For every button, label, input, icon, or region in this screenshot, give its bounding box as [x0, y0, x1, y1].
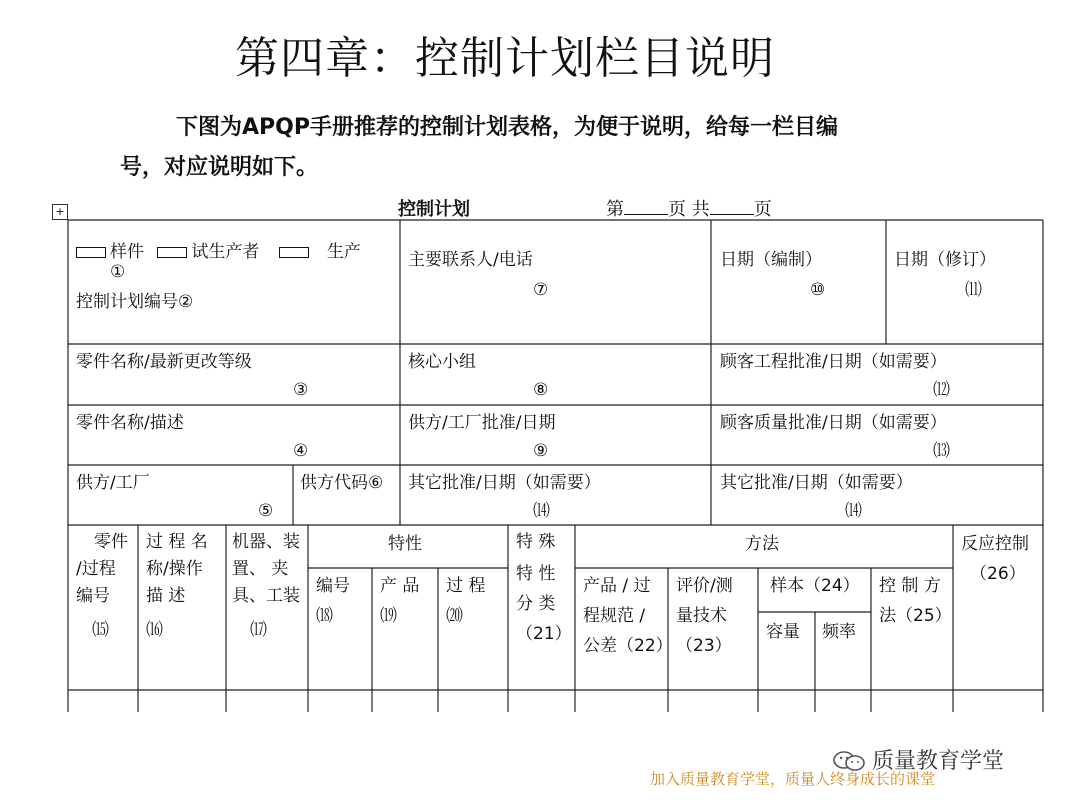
num-9: ⑨: [533, 441, 549, 461]
page-mid: 页 共: [668, 199, 710, 220]
production-label: 生产: [326, 242, 361, 262]
prelaunch-checkbox[interactable]: [157, 247, 187, 258]
part-description-label: 零件名称/描述: [76, 413, 184, 433]
date-revised-label: 日期（修订）: [894, 250, 996, 270]
col-characteristics: 特性: [388, 534, 422, 554]
table-move-handle-icon[interactable]: +: [52, 204, 68, 220]
num-13: ⒀: [933, 441, 950, 461]
col-char-process: 过 程: [446, 576, 486, 596]
intro-line-1: 下图为APQP手册推荐的控制计划表格，为便于说明，给每一栏目编: [176, 115, 838, 140]
col-sample-frequency: 频率: [822, 622, 856, 642]
col-spec-tolerance-3: 公差（22）: [583, 636, 673, 656]
customer-engineering-approval-label: 顾客工程批准/日期（如需要）: [720, 352, 947, 372]
num-4: ④: [293, 441, 309, 461]
col-spec-tolerance-2: 程规范 /: [583, 606, 646, 626]
page-title: 第四章：控制计划栏目说明: [235, 33, 775, 84]
page-prefix: 第: [606, 199, 624, 220]
prototype-checkbox[interactable]: [76, 247, 106, 258]
supplier-code-label: 供方代码⑥: [300, 473, 384, 493]
table-name: 控制计划: [398, 199, 470, 220]
num-10: ⑩: [810, 280, 826, 300]
col-sample-size: 容量: [766, 622, 800, 642]
col-special-char-2: 特 性: [516, 564, 556, 584]
num-16: ⒃: [146, 620, 163, 640]
num-17: ⒄: [250, 620, 267, 640]
col-sample: 样本（24）: [770, 576, 860, 596]
customer-quality-approval-label: 顾客质量批准/日期（如需要）: [720, 413, 947, 433]
col-methods: 方法: [745, 534, 779, 554]
col-eval-3: （23）: [676, 636, 732, 656]
date-prepared-label: 日期（编制）: [720, 250, 822, 270]
num-8: ⑧: [533, 380, 549, 400]
col-control-method-2: 法（25）: [879, 606, 952, 626]
production-checkbox[interactable]: [279, 247, 309, 258]
col-char-product: 产 品: [380, 576, 420, 596]
col-reaction-plan-2: （26）: [970, 564, 1026, 584]
num-14b: ⒁: [845, 501, 862, 521]
supplier-approval-label: 供方/工厂批准/日期: [408, 413, 556, 433]
col-special-char-3: 分 类: [516, 594, 556, 614]
page-suffix: 页: [753, 199, 772, 220]
footer-slogan: 加入质量教育学堂，质量人终身成长的课堂: [650, 770, 936, 788]
col-reaction-plan-1: 反应控制: [961, 534, 1029, 554]
brand-name: 质量教育学堂: [872, 749, 1005, 774]
num-14a: ⒁: [533, 501, 550, 521]
other-approval-label-2: 其它批准/日期（如需要）: [720, 473, 913, 493]
col-eval-2: 量技术: [676, 606, 727, 626]
other-approval-label-1: 其它批准/日期（如需要）: [408, 473, 601, 493]
num-19: ⒆: [380, 606, 397, 626]
col-part-process-no-3: 编号: [76, 586, 110, 606]
num-20: ⒇: [446, 606, 463, 626]
col-process-name-3: 描 述: [146, 586, 186, 606]
col-part-process-no-1: 零件: [94, 532, 128, 552]
num-11: ⑾: [965, 280, 982, 300]
col-control-method-1: 控 制 方: [879, 576, 941, 596]
num-3: ③: [293, 380, 309, 400]
num-15: ⒂: [92, 620, 109, 640]
num-18: ⒅: [316, 606, 333, 626]
intro-line-2: 号，对应说明如下。: [120, 155, 319, 180]
core-team-label: 核心小组: [408, 352, 476, 372]
col-machine-2: 置、 夹: [232, 559, 289, 579]
num-12: ⑿: [933, 380, 950, 400]
num-1: ①: [110, 262, 126, 282]
col-process-name-1: 过 程 名: [146, 532, 208, 552]
col-machine-1: 机器、装: [232, 532, 300, 552]
num-5: ⑤: [258, 501, 274, 521]
col-char-number: 编号: [316, 576, 350, 596]
col-spec-tolerance-1: 产品 / 过: [583, 576, 651, 596]
prelaunch-label: 试生产者: [191, 242, 260, 262]
col-eval-1: 评价/测: [676, 576, 733, 596]
num-21: （21）: [516, 624, 572, 644]
control-plan-number-label: 控制计划编号②: [76, 292, 194, 312]
supplier-plant-label: 供方/工厂: [76, 473, 150, 493]
num-7: ⑦: [533, 280, 549, 300]
col-part-process-no-2: /过程: [76, 559, 116, 579]
col-process-name-2: 称/操作: [146, 559, 203, 579]
contact-label: 主要联系人/电话: [408, 250, 533, 270]
part-revision-label: 零件名称/最新更改等级: [76, 352, 252, 372]
col-machine-3: 具、工装: [232, 586, 300, 606]
col-special-char-1: 特 殊: [516, 532, 556, 552]
prototype-label: 样件: [110, 242, 144, 262]
